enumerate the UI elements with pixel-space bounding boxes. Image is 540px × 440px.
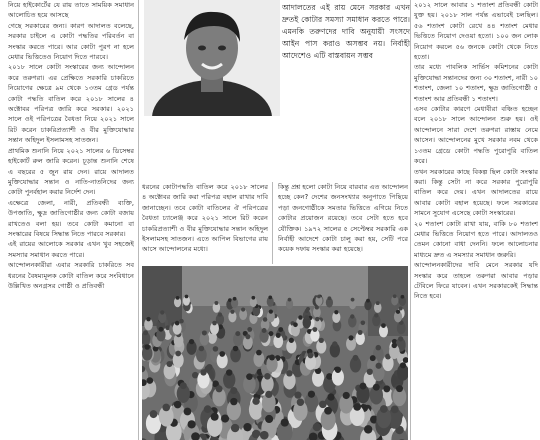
paragraph: এক্ষেত্রে জেলা, নারী, প্রতিবন্ধী ব্যক্তি, উপজাতি, ক্ষুদ্র জাতিগোষ্ঠীর জন্য কোটা বজায় রাখতেও বলা হয়। তবে কোটা কমানো বা সংস্কারের বিষয়ে সিদ্ধান্ত নিতে পারবে সরকার। (8, 198, 134, 238)
pull-quote-column (282, 2, 410, 120)
paragraph: ২০১২ সালে আবার ১ শতাংশ প্রতিবন্ধী কোটা যুক্ত হয়। ২০১৮ সাল পর্যন্ত এভাবেই চলছিল। ৫৬ শতাংশ কোটা রেখে ৪৪ শতাংশ মেধার ভিত্তিতে নিয়োগ দেওয়া হতো। ১০০ জন লোক নিয়োগ করলে ৫৬ জনকে কোটা থেকে নিতে হতো। (414, 1, 538, 62)
author-portrait-image (144, 0, 280, 116)
column-divider (138, 0, 139, 440)
paragraph: আন্দোলনকারীদের দাবি মেনে সরকার যদি সংস্কার করে তাহলে তরুণরা আবার পড়ার টেবিলে ফিরে যাবেন। এখন সরকারকেই সিদ্ধান্ত নিতে হবে। (414, 261, 538, 301)
article-column-left (8, 0, 134, 440)
article-column-mid-b (278, 182, 408, 264)
paragraph: গেছে সরকারের জন্য। কারণ আদালত বলেছে, সরকার চাইলে এ কোটা পদ্ধতির পরিবর্তন বা সংস্কার করতে পারে। আর কোটা পুরণ না হলে মেধার ভিত্তিতেও নিয়োগ দিতে পারবে। (8, 21, 134, 62)
article-column-mid-a (142, 182, 268, 264)
paragraph: ধরনের কোটাপদ্ধতি বাতিল করে ২০১৮ সালের ৪ অক্টোবর জারি করা পরিপত্র বহাল রাখার দাবি জানাচ্ছেন। তবে কোটা বাতিলের ঐ পরিপত্রের বৈধতা চ্যালেঞ্জ করে ২০২১ সালে রিট করেন চাকরিপ্রত্যাশী ও বীর মুক্তিযোদ্ধার সন্তান অহিদুল ইসলামসহ সাতজন। এতে আপিল বিভাগের রায় আসে আন্দোলনের মধ্যে। (142, 183, 268, 254)
paragraph: ২০ শতাংশ কোটা রাখা যায়, বাকি ৮০ শতাংশ মেধার ভিত্তিতে নিয়োগ হতে পারে। আদালতও তেমন কোনো বাধা দেননি। ফলে আলোচনার মাধ্যমে দ্রুত এ সমস্যার সমাধান জরুরি। (414, 219, 538, 259)
author-photo (144, 0, 280, 116)
pull-quote: আদালতের এই রায় মেনে সরকার এখন দ্রুতই কোটার সমস্যা সমাধান করতে পারে। এমনকি তরুণদের দাবি অনুযায়ী সংসদে আইন পাস করাও অসম্ভব নয়। নির্বাহী আদেশেও এটি বাস্তবায়ন সম্ভব (282, 3, 410, 60)
paragraph: নিয়ে হাইকোর্টের যে রায় তাতে সাময়িক সমাধান আলোচিত হয়ে আসছে (8, 1, 134, 20)
paragraph: কিন্তু প্রশ্ন হলো কোটা নিয়ে বারবার এত আন্দোলন হচ্ছে কেন? দেশের জনসংখ্যার অনুপাতে পিছিয়ে পড়া জনগোষ্ঠীকে সমতার ভিত্তিতে এগিয়ে নিতে কোটার প্রয়োজন রয়েছে। তবে সেটা হতে হবে যৌক্তিক। ১৯৭২ সালের ৫ সেপ্টেম্বর সরকারি এক নির্বাহী আদেশে কোটা চালু করা হয়, সেটি পরে কয়েক দফায় সংস্কার করা হয়েছে। (278, 183, 408, 254)
paragraph: আন্দোলনকারীরা এবার সরকারি চাকরিতে সব ধরনের বৈষম্যমূলক কোটা বাতিল করে সংবিধানে উল্লিখিত অনগ্রসর গোষ্ঠী ও প্রতিবন্ধী (8, 261, 134, 290)
paragraph: তখন সরকারের কাছে বিকল্প ছিল কোটা সংস্কার করা। কিন্তু সেটা না করে সরকার পুরোপুরি বাতিল করে দেয়। এখন আদালতের রায়ে আবার কোটা বহাল হয়েছে। ফলে সরকারের সামনে সুযোগ এসেছে কোটা সংস্কারের। (414, 167, 538, 218)
paragraph: এসব কোটার কারণে মেধাবীরা বঞ্চিত হচ্ছেন বলে ২০১৮ সালে আন্দোলন শুরু হয়। ওই আন্দোলনে সারা দেশে তরুণরা রাস্তায় নেমে আসেন। আন্দোলনের মুখে সরকার নবম থেকে ১৩তম গ্রেডে কোটা পদ্ধতি পুরোপুরি বাতিল করে। (414, 105, 538, 166)
protest-photo (142, 266, 408, 440)
article-column-right (414, 0, 538, 440)
column-divider (410, 0, 411, 440)
column-divider (272, 182, 273, 264)
paragraph: প্রাথমিক শুনানি নিয়ে ২০২১ সালের ৬ ডিসেম্বর হাইকোর্ট রুল জারি করেন। চূড়ান্ত শুনানি শেষে এ বছরের ৫ জুন রায় দেন। রায়ে আদালত মুক্তিযোদ্ধার সন্তান ও নাতি-নাতনিদের জন্য কোটা পুনর্বহাল করার নির্দেশ দেন। (8, 146, 134, 197)
paragraph: তার মধ্যে পাবলিক সার্ভিস কমিশনের কোটা মুক্তিযোদ্ধা সন্তানদের জন্য ৩০ শতাংশ, নারী ১০ শতাংশ, জেলা ১০ শতাংশ, ক্ষুদ্র জাতিগোষ্ঠী ৫ শতাংশ আর প্রতিবন্ধী ১ শতাংশ। (414, 63, 538, 103)
protest-crowd-image (142, 266, 408, 440)
paragraph: ২০১৮ সালে কোটা সংস্কারের জন্য আন্দোলন করে তরুণরা। এর প্রেক্ষিতে সরকারি চাকরিতে নিয়োগের ক্ষেত্রে ৯ম থেকে ১৩তম গ্রেড পর্যন্ত কোটা পদ্ধতি বাতিল করে ২০১৮ সালের ৪ অক্টোবর পরিপত্র জারি করে সরকার। ২০২১ সালে ওই পরিপত্রের বৈধতা নিয়ে ২০২১ সালে রিট করেন চাকরিপ্রত্যাশী ও বীর মুক্তিযোদ্ধার সন্তান অহিদুল ইসলামসহ সাতজন। (8, 63, 134, 145)
paragraph: এই রায়ের আলোকে সরকার এখন খুব সহজেই সমস্যার সমাধান করতে পারে। (8, 240, 134, 259)
